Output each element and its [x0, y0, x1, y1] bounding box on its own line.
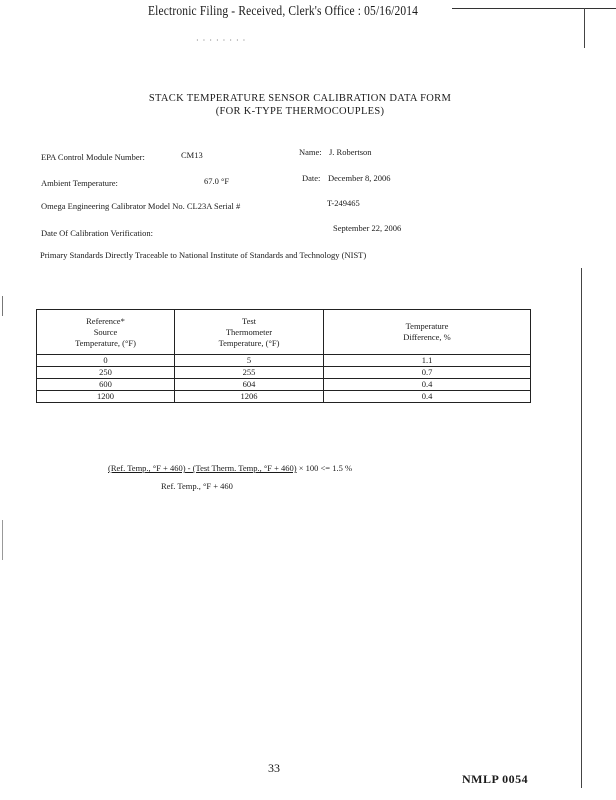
header-test-thermometer-temp: Test Thermometer Temperature, (°F) [175, 310, 324, 355]
difference-formula [108, 463, 352, 473]
difference-cell: 0.7 [324, 367, 531, 379]
scan-noise: · · · · · · · · [196, 36, 247, 45]
calibration-table [36, 309, 531, 403]
header-temperature-difference: Temperature Difference, % [324, 310, 531, 355]
ref-temp-cell: 0 [37, 355, 175, 367]
name-value: J. Robertson [329, 147, 372, 157]
scan-edge-mark [2, 296, 3, 316]
test-temp-cell: 5 [175, 355, 324, 367]
cal-verification-value: September 22, 2006 [333, 223, 402, 233]
ref-temp-cell: 600 [37, 379, 175, 391]
ambient-label: Ambient Temperature: [41, 178, 118, 188]
name-label: Name: [299, 147, 322, 157]
table-row [37, 391, 531, 403]
bates-number: NMLP 0054 [462, 772, 529, 786]
table-row [37, 367, 531, 379]
table-row [37, 379, 531, 391]
difference-cell: 1.1 [324, 355, 531, 367]
scan-edge-line [584, 8, 585, 48]
date-label: Date: [302, 173, 321, 183]
scan-edge-mark [2, 520, 3, 560]
ambient-value: 67.0 °F [204, 176, 230, 186]
epa-module-value: CM13 [181, 150, 203, 160]
date-value: December 8, 2006 [328, 173, 391, 183]
filing-stamp: Electronic Filing - Received, Clerk's Office : 05/16/2014 [148, 4, 419, 19]
primary-standards-note: Primary Standards Directly Traceable to National Institute of Standards and Technology (NIST) [40, 250, 367, 260]
test-temp-cell: 604 [175, 379, 324, 391]
form-title: STACK TEMPERATURE SENSOR CALIBRATION DATA FORM [148, 93, 452, 104]
header-rule [452, 8, 616, 9]
scan-edge-line [581, 268, 582, 788]
table-row [37, 355, 531, 367]
calibrator-serial: T-249465 [327, 198, 360, 208]
calibrator-label: Omega Engineering Calibrator Model No. CL23A Serial # [41, 201, 241, 211]
difference-cell: 0.4 [324, 391, 531, 403]
table-header-row [37, 310, 531, 355]
ref-temp-cell: 1200 [37, 391, 175, 403]
formula-denominator: Ref. Temp., °F + 460 [161, 481, 233, 491]
difference-cell: 0.4 [324, 379, 531, 391]
test-temp-cell: 1206 [175, 391, 324, 403]
header-reference-temp: Reference* Source Temperature, (°F) [37, 310, 175, 355]
form-subtitle: (FOR K-TYPE THERMOCOUPLES) [215, 106, 385, 117]
formula-result: × 100 <= 1.5 % [296, 463, 353, 473]
test-temp-cell: 255 [175, 367, 324, 379]
ref-temp-cell: 250 [37, 367, 175, 379]
epa-module-label: EPA Control Module Number: [41, 152, 145, 162]
page-number: 33 [268, 761, 280, 775]
cal-verification-label: Date Of Calibration Verification: [41, 228, 153, 238]
formula-numerator: (Ref. Temp., °F + 460) - (Test Therm. Temp., °F + 460) [108, 463, 297, 473]
